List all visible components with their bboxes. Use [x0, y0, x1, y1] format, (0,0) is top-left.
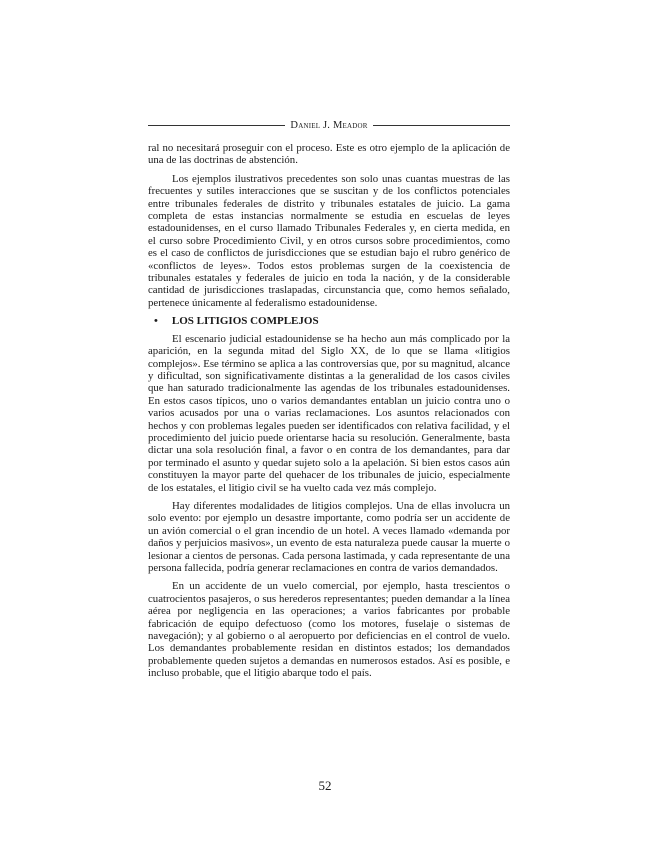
paragraph-3: Hay diferentes modalidades de litigios complejos. Una de ellas involucra un solo evento: por ejemplo un desastre importante, como podría ser un accidente de un avión comercial o el gran incendio de un hotel. A veces llamado «demanda por daños y perjuicios masivos», un evento de esta naturaleza puede causar la muerte o lesionar a cientos de personas. Cada persona lastimada, y cada representante de una persona fallecida, podría generar reclamaciones en contra de varios demandados. — [148, 499, 510, 574]
page-number: 52 — [318, 778, 332, 793]
page-body — [148, 142, 510, 686]
bullet-icon: • — [154, 315, 158, 328]
header-rule-left — [148, 125, 285, 126]
paragraph-2: El escenario judicial estadounidense se ha hecho aun más complicado por la aparición, en la segunda mitad del Siglo XX, de lo que se llama «litigios complejos». Ese término se aplica a las controversias que, por su magnitud, alcance y dificultad, son significativamente distintas a la generalidad de los casos civiles que han saturado tradicionalmente las agendas de los tribunales estadounidenses. En estos casos típicos, uno o varios demandantes entablan un juicio contra uno o varios acusados por una o varias reclamaciones. Los asuntos relacionados con hechos y con problemas legales pueden ser identificados con relativa facilidad, y el procedimiento del juicio puede orientarse hacia su resolución. Generalmente, basta dictar una sola resolución final, a favor o en contra de los demandantes, para dar por terminado el asunto y quedar sujeto solo a la apelación. Si bien estos casos aún constituyen la mayor parte del quehacer de los tribunales de juicio, especialmente de los estatales, el litigio civil se ha vuelto cada vez más complejo. — [148, 332, 510, 494]
section-heading — [154, 315, 510, 327]
running-header — [148, 120, 510, 131]
header-rule-right — [373, 125, 510, 126]
section-title: LOS LITIGIOS COMPLEJOS — [171, 315, 319, 328]
paragraph-continued: ral no necesitará proseguir con el proceso. Este es otro ejemplo de la aplicación de una de las doctrinas de abstención. — [148, 142, 510, 167]
paragraph-4: En un accidente de un vuelo comercial, por ejemplo, hasta trescientos o cuatrocientos pasajeros, o sus herederos representantes; pueden demandar a la línea aérea por negligencia en las operaciones; a varios fabricantes por probable fabricación de equipo defectuoso (como los motores, fuselaje o sistemas de navegación); y al gobierno o al aeropuerto por deficiencias en el control de vuelo. Los demandantes probablemente residan en distintos estados; los demandados probablemente queden sujetos a demandas en numerosos estados. Así es posible, e incluso probable, que el litigio abarque todo el país. — [148, 580, 510, 680]
paragraph-1: Los ejemplos ilustrativos precedentes son solo unas cuantas muestras de las frecuentes y sutiles interacciones que se suscitan y de los conflictos potenciales entre tribunales federales de distrito y tribunales estatales de juicio. La gama completa de estas instancias normalmente se estudia en escuelas de leyes estadounidenses, en el curso llamado Tribunales Federales y, en cierta medida, en el curso sobre Procedimiento Civil, y en otros cursos sobre procedimientos, como es el caso de conflictos de jurisdicciones que se estudian bajo el rubro genérico de «conflictos de leyes». Todos estos problemas surgen de la coexistencia de tribunales estatales y federales de juicio en toda la nación, y de la considerable cantidad de jurisdicciones traslapadas, circunstancia que, como hemos señalado, pertenece únicamente al federalismo estadounidense. — [148, 172, 510, 309]
header-author: Daniel J. Meador — [290, 120, 368, 131]
